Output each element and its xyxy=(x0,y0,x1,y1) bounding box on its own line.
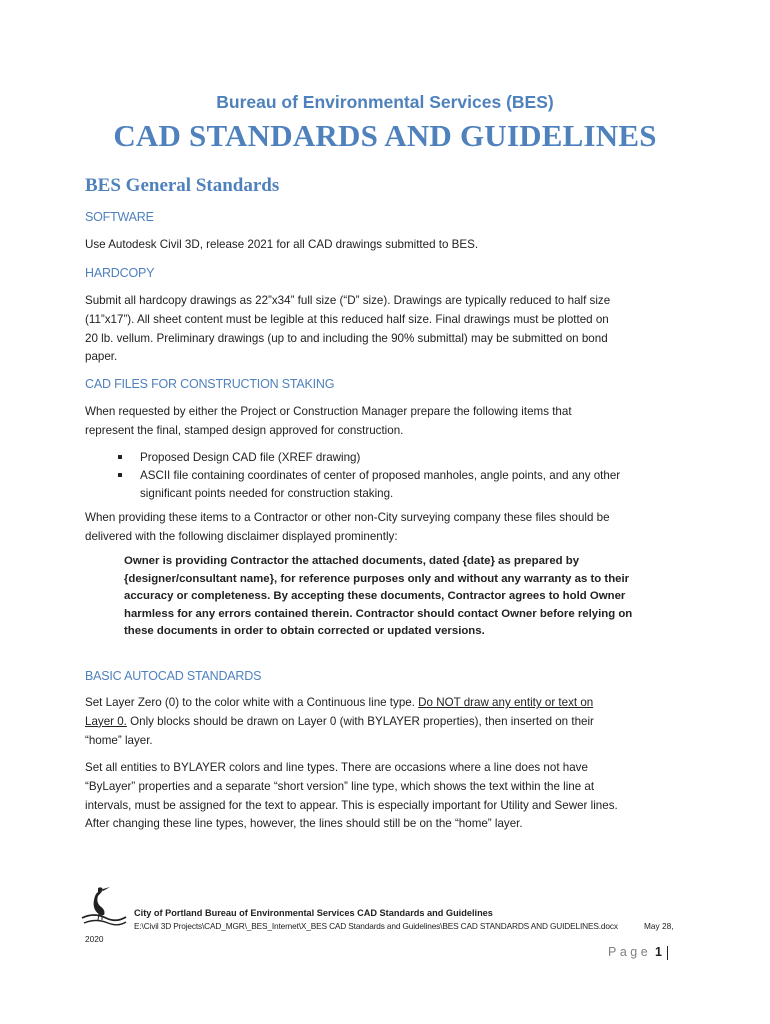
autocad-paragraph-2 xyxy=(85,759,685,834)
bullet-marker-icon xyxy=(118,455,122,459)
page-number-divider xyxy=(667,946,668,960)
hardcopy-line: Submit all hardcopy drawings as 22”x34” full size (“D” size). Drawings are typically reduced to half size xyxy=(85,294,611,307)
bullet-text: ASCII file containing coordinates of center of proposed manholes, angle points, and any other xyxy=(140,469,621,482)
bullet-marker-icon xyxy=(118,473,122,477)
staking-after-line: When providing these items to a Contractor or other non-City surveying company these files should be xyxy=(85,511,610,524)
page-number: 1 xyxy=(655,945,662,959)
disclaimer-line: accuracy or completeness. By accepting these documents, Contractor agrees to hold Owner xyxy=(124,590,626,603)
autocad-line xyxy=(85,694,685,713)
blocks-text: Only blocks should be drawn on Layer 0 (with BYLAYER properties), then inserted on their xyxy=(126,714,594,728)
footer-date-year: 2020 xyxy=(85,934,104,944)
autocad-line: Set all entities to BYLAYER colors and line types. There are occasions where a line does not have xyxy=(85,761,588,774)
document-title: CAD STANDARDS AND GUIDELINES xyxy=(113,118,657,153)
hardcopy-paragraph xyxy=(85,292,685,367)
autocad-line: intervals, must be assigned for the text to appear. This is especially important for Utility and Sewer lines. xyxy=(85,798,618,812)
autocad-line: After changing these line types, however, the lines should still be on the “home” layer. xyxy=(85,817,523,831)
software-paragraph xyxy=(85,236,685,255)
disclaimer-line: harmless for any errors contained therein. Contractor should contact Owner before relying on xyxy=(124,607,633,620)
footer-date: May 28, xyxy=(644,921,674,931)
software-text: Use Autodesk Civil 3D, release 2021 for all CAD drawings submitted to BES. xyxy=(85,238,479,251)
staking-intro-line: represent the final, stamped design approved for construction. xyxy=(85,423,404,437)
staking-intro xyxy=(85,403,685,441)
staking-after xyxy=(85,509,685,547)
section-heading: BES General Standards xyxy=(85,175,280,196)
disclaimer-line: these documents in order to obtain corrected or updated versions. xyxy=(124,625,485,638)
bullet-text: significant points needed for construction staking. xyxy=(140,487,394,500)
disclaimer-block xyxy=(124,553,684,641)
staking-after-line: delivered with the following disclaimer displayed prominently: xyxy=(85,529,398,543)
autocad-paragraph-1 xyxy=(85,694,685,750)
autocad-line: “home” layer. xyxy=(85,733,153,747)
staking-heading: CAD FILES FOR CONSTRUCTION STAKING xyxy=(85,377,335,391)
page-label: Page xyxy=(608,945,652,959)
autocad-heading: BASIC AUTOCAD STANDARDS xyxy=(85,669,262,683)
layer-zero-warning-end: Layer 0. xyxy=(85,714,127,728)
organization-title: Bureau of Environmental Services (BES) xyxy=(216,92,554,112)
hardcopy-heading: HARDCOPY xyxy=(85,266,155,280)
bullet-text: Proposed Design CAD file (XREF drawing) xyxy=(140,451,361,464)
autocad-line xyxy=(85,713,685,732)
heron-logo-icon xyxy=(80,884,128,928)
autocad-line: “ByLayer” properties and a separate “short version” line type, which shows the text within the line at xyxy=(85,779,595,793)
hardcopy-line: (11”x17”). All sheet content must be legible at this reduced half size. Final drawings must be plotted on xyxy=(85,312,609,326)
staking-intro-line: When requested by either the Project or Construction Manager prepare the following items that xyxy=(85,405,572,418)
disclaimer-line: Owner is providing Contractor the attached documents, dated {date} as prepared by xyxy=(124,555,580,567)
layer-zero-text: Set Layer Zero (0) to the color white with a Continuous line type. xyxy=(85,696,419,709)
hardcopy-line: paper. xyxy=(85,350,118,364)
disclaimer-line: {designer/consultant name}, for reference purposes only and without any warranty as to their xyxy=(124,572,630,585)
layer-zero-warning: Do NOT draw any entity or text on xyxy=(418,696,594,709)
footer-file-path: E:\Civil 3D Projects\CAD_MGR\_BES_Internet\X_BES CAD Standards and Guidelines\BES CAD STANDARDS AND GUIDELINES.docx xyxy=(134,921,618,931)
hardcopy-line: 20 lb. vellum. Preliminary drawings (up to and including the 90% submittal) may be submitted on bond xyxy=(85,331,608,345)
footer-title: City of Portland Bureau of Environmental Services CAD Standards and Guidelines xyxy=(134,908,493,918)
software-heading: SOFTWARE xyxy=(85,210,154,224)
